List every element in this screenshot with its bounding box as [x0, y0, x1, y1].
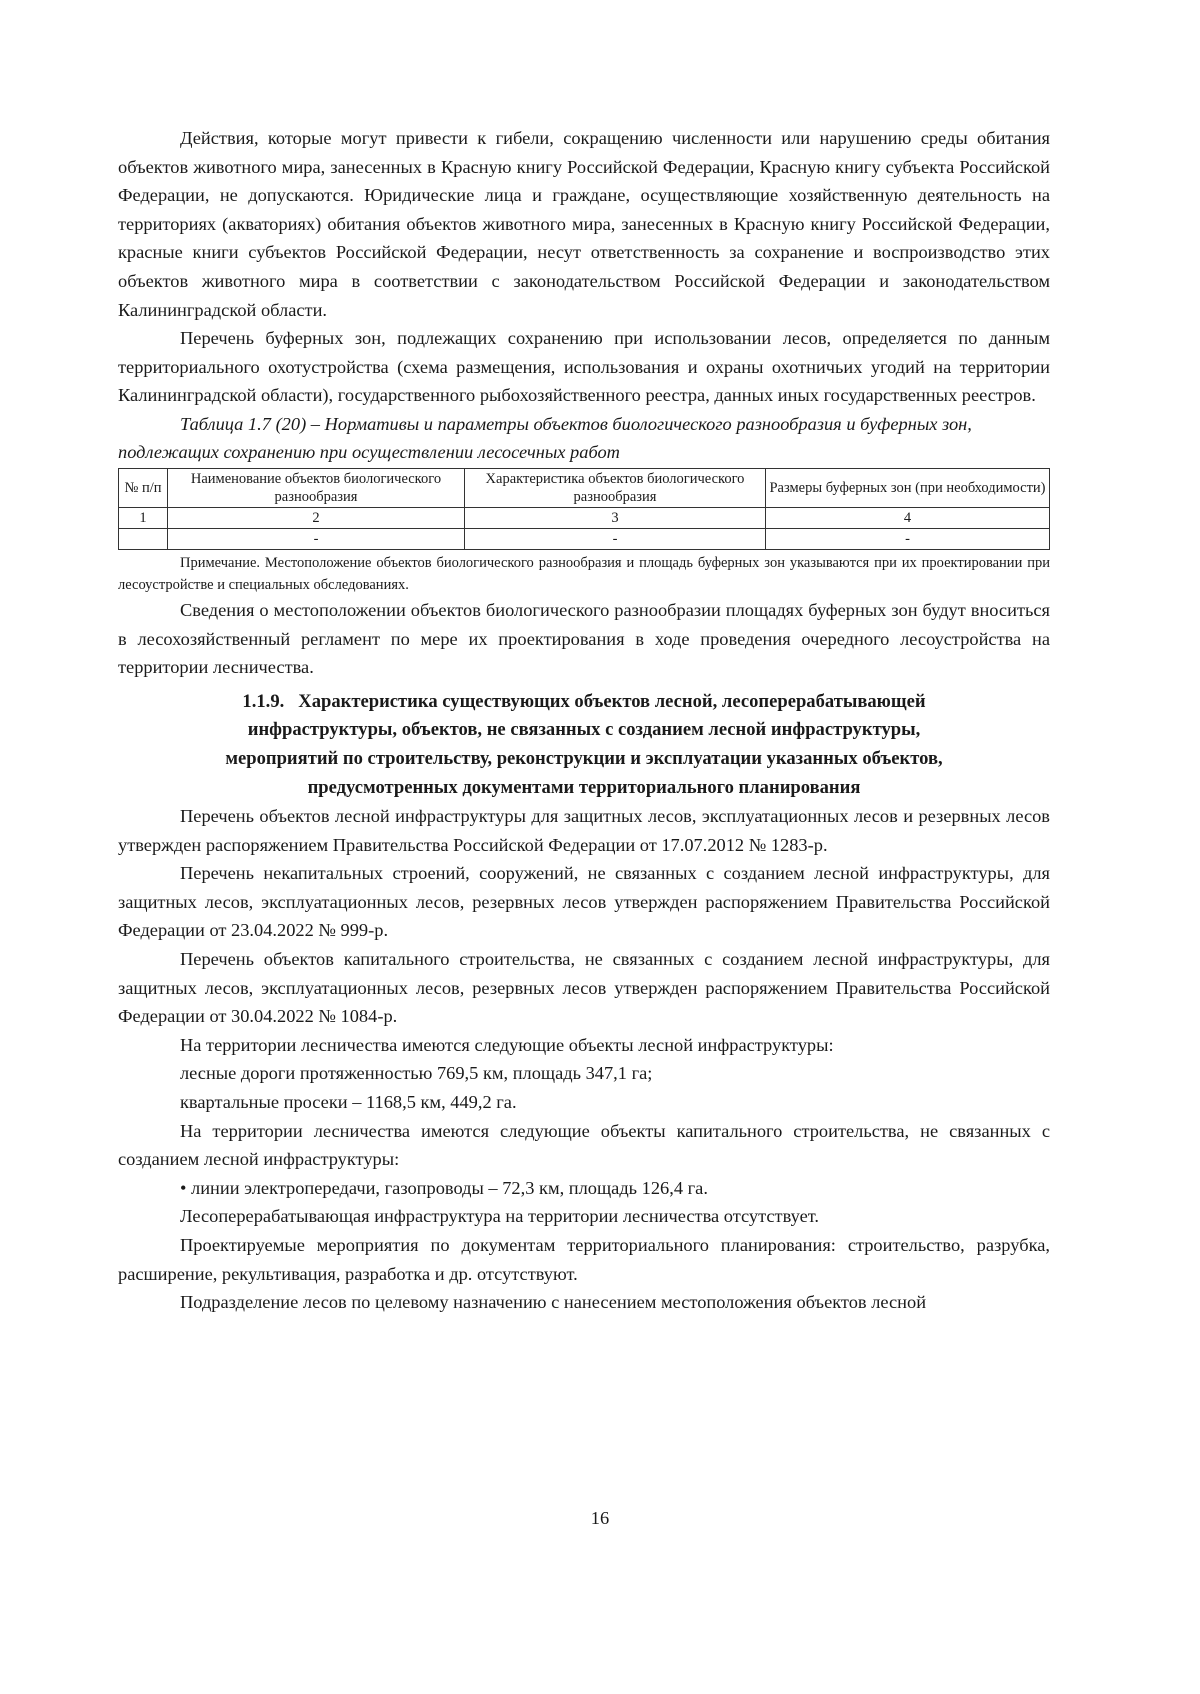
table-caption: Таблица 1.7 (20) – Нормативы и параметры объектов биологического разнообразия и буферных зон, подлежащих сохранению при осуществлении лесосечных работ [118, 413, 972, 462]
paragraph-processing: Лесоперерабатывающая инфраструктура на территории лесничества отсутствует. [180, 1206, 820, 1227]
table-cell: - [168, 528, 465, 549]
section-title-line: мероприятий по строительству, реконструкции и эксплуатации указанных объектов, [225, 747, 943, 769]
paragraph-biodiversity-info: Сведения о местоположении объектов биологического разнообразии площадях буферных зон будут вноситься в лесохозяйственный регламент по мере их проектирования в ходе проведения очередного лесоустройства на территории лесничества. [118, 599, 1050, 678]
table-cell [119, 528, 168, 549]
section-heading [118, 688, 1050, 802]
table-number-row [119, 507, 1050, 528]
paragraph-infrastructure-list: Перечень объектов лесной инфраструктуры для защитных лесов, эксплуатационных лесов и резервных лесов утвержден распоряжением Правительства Российской Федерации от 17.07.2012 № 1283-р. [118, 806, 1050, 855]
paragraph-capital-objects: На территории лесничества имеются следующие объекты капитального строительства, не связанных с созданием лесной инфраструктуры: [118, 1120, 1050, 1170]
paragraph-clearings: квартальные просеки – 1168,5 км, 449,2 га. [180, 1092, 517, 1113]
table-number-cell: 1 [119, 507, 168, 528]
document-page [118, 124, 1050, 1317]
table-header-row [119, 468, 1050, 507]
paragraph-planned-measures: Проектируемые мероприятия по документам территориального планирования: строительство, разрубка, расширение, рекультивация, разработка и др. отсутствуют. [118, 1235, 1050, 1284]
section-title-line: Характеристика существующих объектов лесной, лесоперерабатывающей [298, 690, 926, 712]
paragraph-capital-list: Перечень объектов капитального строительства, не связанных с созданием лесной инфраструктуры, для защитных лесов, эксплуатационных лесов, резервных лесов утвержден распоряжением Правительства Российской Федерации от 30.04.2022 № 1084-р. [118, 949, 1050, 1027]
paragraph-forest-roads: лесные дороги протяженностью 769,5 км, площадь 347,1 га; [180, 1063, 653, 1084]
table-header-cell: Характеристика объектов биологического разнообразия [465, 468, 766, 507]
paragraph-noncapital-list: Перечень некапитальных строений, сооружений, не связанных с созданием лесной инфраструктуры, для защитных лесов, эксплуатационных лесов, резервных лесов утвержден распоряжением Правительства Российской Федерации от 23.04.2022 № 999-р. [118, 863, 1050, 941]
table-note: Примечание. Местоположение объектов биологического разнообразия и площадь буферных зон указываются при их проектировании при лесоустройстве и специальных обследованиях. [118, 554, 1050, 593]
section-heading-line [118, 688, 1050, 717]
table-number-cell: 3 [465, 507, 766, 528]
paragraph-forest-division: Подразделение лесов по целевому назначению с нанесением местоположения объектов лесной [180, 1292, 927, 1313]
section-title-line: предусмотренных документами территориального планирования [307, 776, 861, 798]
table-cell: - [766, 528, 1050, 549]
section-title-line: инфраструктуры, объектов, не связанных с созданием лесной инфраструктуры, [247, 719, 921, 741]
biodiversity-table [118, 468, 1050, 550]
table-row [119, 528, 1050, 549]
table-number-cell: 4 [766, 507, 1050, 528]
table-header-cell: Наименование объектов биологического разнообразия [168, 468, 465, 507]
table-header-cell: Размеры буферных зон (при необходимости) [766, 468, 1050, 507]
paragraph-existing-objects: На территории лесничества имеются следующие объекты лесной инфраструктуры: [180, 1034, 834, 1055]
table-cell: - [465, 528, 766, 549]
table-header-cell: № п/п [119, 468, 168, 507]
table-number-cell: 2 [168, 507, 465, 528]
paragraph-red-book: Действия, которые могут привести к гибели, сокращению численности или нарушению среды обитания объектов животного мира, занесенных в Красную книгу Российской Федерации, Красную книгу субъекта Российской Федерации, не допускаются. Юридические лица и граждане, осуществляющие хозяйственную деятельность на территориях (акваториях) обитания объектов животного мира, занесенных в Красную книгу Российской Федерации, красные книги субъектов Российской Федерации, несут ответственность за сохранение и воспроизводство этих объектов животного мира в соответствии с законодательством Российской Федерации и законодательством Калининградской области. [118, 128, 1050, 320]
page-number: 16 [590, 1508, 610, 1528]
paragraph-power-lines: • линии электропередачи, газопроводы – 72,3 км, площадь 126,4 га. [180, 1177, 708, 1198]
section-number: 1.1.9. [242, 690, 285, 712]
paragraph-buffer-zones: Перечень буферных зон, подлежащих сохранению при использовании лесов, определяется по данным территориального охотустройства (схема размещения, использования и охраны охотничьих угодий на территории Калининградской области), государственного рыбохозяйственного реестра, данных иных государственных реестров. [118, 328, 1050, 406]
